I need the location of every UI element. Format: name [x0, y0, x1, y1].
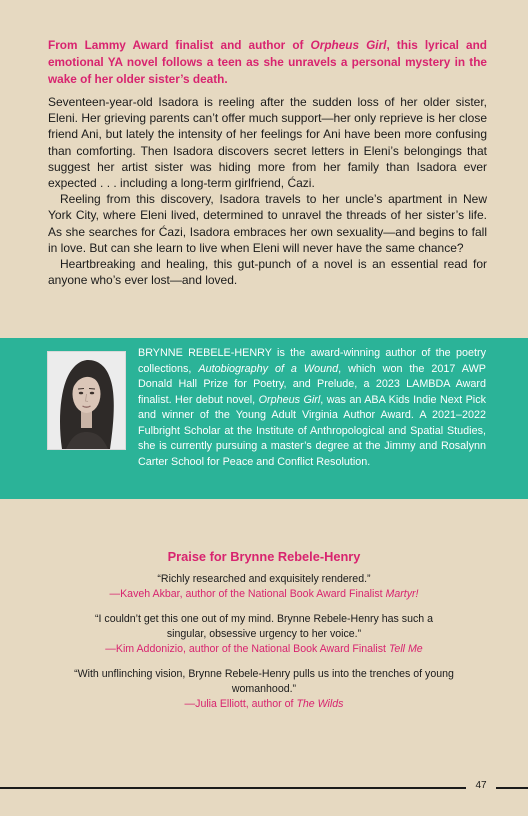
bio-title-2: Orpheus Girl [258, 393, 321, 406]
quote-attribution [0, 642, 528, 657]
praise-quote [0, 572, 528, 602]
page-number: 47 [475, 780, 487, 791]
attribution-text: —Kim Addonizio, author of the National Book Award Finalist [105, 643, 389, 655]
book-description [48, 94, 487, 288]
pitch-text-2: , this lyrical and emotional YA novel follows a teen as she unravels a personal mystery in the wake of her older sister’s death. [48, 38, 488, 86]
attribution-text: —Kaveh Akbar, author of the National Book Award Finalist [109, 588, 386, 600]
footer-rule-left [0, 787, 466, 789]
praise-heading: Praise for Brynne Rebele-Henry [167, 549, 361, 564]
attribution-text: —Julia Elliott, author of [184, 698, 297, 710]
footer-rule-right [496, 787, 528, 789]
pitch-text-1: From Lammy Award finalist and author of [48, 38, 311, 52]
book-pitch [48, 37, 487, 88]
praise-quote [0, 667, 528, 712]
author-photo [47, 351, 126, 450]
description-paragraph-3: Heartbreaking and healing, this gut-punch of a novel is an essential read for anyone who’s ever lost—and loved. [48, 257, 487, 288]
quote-attribution [0, 697, 528, 712]
praise-quote [0, 612, 528, 657]
bio-text-3: , was an ABA Kids Indie Next Pick and winner of the Young Adult Virginia Author Award. A 2021–2022 Fulbright Scholar at the Institute of Anthropological and Spatial Studies, she is currently pursuing a master’s degree at the Jimmy and Rosalynn Carter School for Peace and Conflict Resolution. [138, 393, 486, 468]
quote-text: “Richly researched and exquisitely rendered.” [157, 573, 371, 585]
author-bio [138, 346, 486, 470]
pitch-book-title: Orpheus Girl [310, 38, 387, 52]
quote-attribution [0, 587, 528, 602]
quote-text: “With unflinching vision, Brynne Rebele-Henry pulls us into the trenches of young womanhood.” [74, 668, 454, 695]
attribution-title: The Wilds [296, 698, 344, 710]
author-section [0, 338, 528, 499]
quote-text: “I couldn’t get this one out of my mind. Brynne Rebele-Henry has such a singular, obsessive urgency to her voice.” [95, 613, 433, 640]
bio-title-1: Autobiography of a Wound [198, 362, 339, 375]
attribution-title: Tell Me [388, 643, 423, 655]
bio-text-2: , which won the 2017 AWP Donald Hall Prize for Poetry, and Prelude, a 2023 LAMBDA Award finalist. Her debut novel, [138, 362, 486, 406]
description-paragraph-1: Seventeen-year-old Isadora is reeling after the sudden loss of her older sister, Eleni. Her grieving parents can’t offer much support—her only reprieve is her close friend Ani, but lately the intensity of her feelings for Ani have been more confusing than comforting. Then Isadora discovers secret letters in Eleni’s belongings that suggest her artist sister was hiding more from her family than Isadora ever expected . . . including a long-term girlfriend, Ćazi. [48, 95, 487, 191]
bio-text-1: BRYNNE REBELE-HENRY is the award-winning author of the poetry collections, [138, 347, 486, 375]
praise-section [0, 549, 528, 722]
attribution-title: Martyr! [385, 588, 419, 600]
description-paragraph-2: Reeling from this discovery, Isadora travels to her uncle’s apartment in New York City, where Eleni lived, determined to unravel the threads of her sister’s life. As she searches for Ćazi, Isadora embraces her own sexuality—and begins to fall in love. But can she learn to live when Eleni will never have the same chance? [48, 192, 487, 255]
